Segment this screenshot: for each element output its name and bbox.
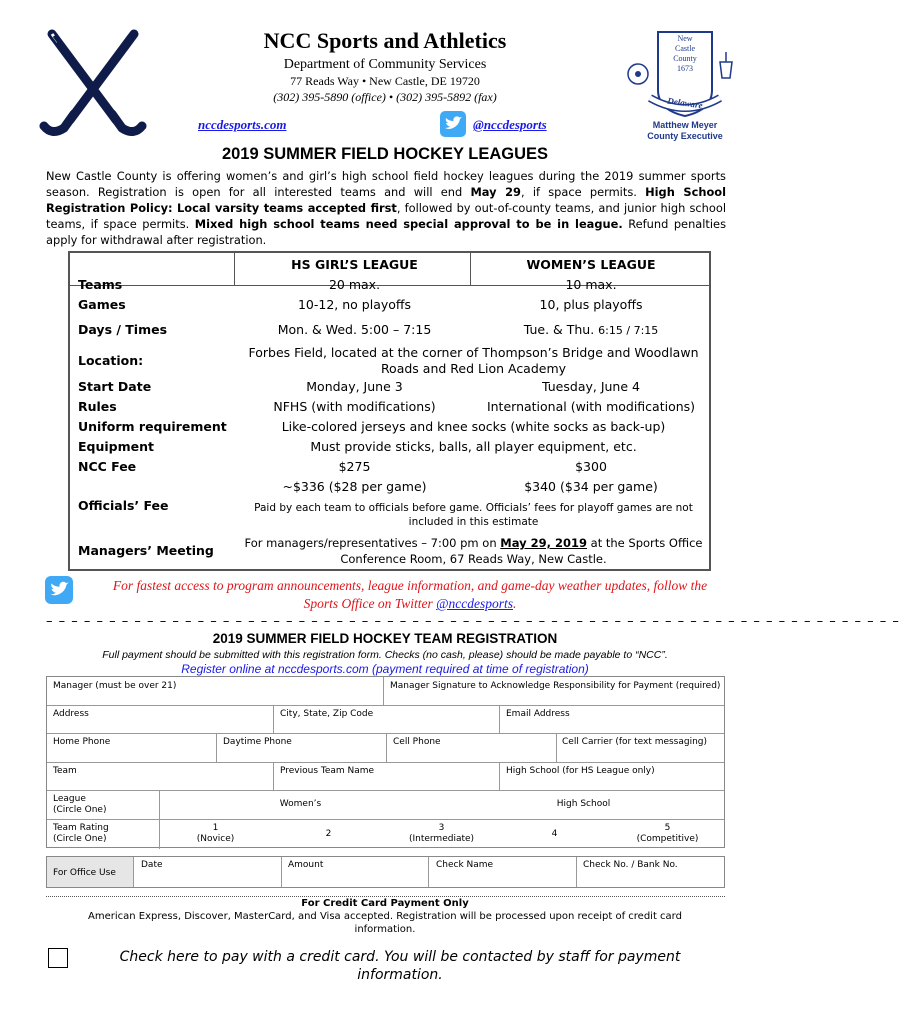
intro-text: Refund penalties apply for withdrawal after registration. [46, 217, 727, 247]
department: Department of Community Services [283, 57, 487, 72]
deadline-text: May 29 [470, 185, 521, 199]
days-womens-times: 6:15 / 7:15 [598, 324, 659, 337]
dotted-divider [46, 896, 725, 897]
rating-label-hint: (Circle One) [53, 834, 107, 844]
meeting-date: May 29, 2019 [500, 536, 587, 550]
fee-womens: $300 [575, 459, 607, 474]
start-hs: Monday, June 3 [306, 379, 403, 394]
registration-subtitle: Full payment should be submitted with this registration form. Checks (no cash, please) should be made payable to “NCC”. [102, 649, 668, 661]
daytime-phone-field[interactable]: Daytime Phone [223, 737, 292, 747]
rating-option-2[interactable]: 2 [325, 829, 332, 839]
address: 77 Reads Way • New Castle, DE 19720 [290, 74, 480, 88]
equipment-value: Must provide sticks, balls, all player equipment, etc. [310, 439, 637, 454]
promo-text-end: . [513, 596, 517, 611]
seal-banner: Delaware [666, 95, 704, 111]
games-hs: 10-12, no playoffs [297, 297, 412, 312]
page-title: 2019 SUMMER FIELD HOCKEY LEAGUES [221, 145, 549, 163]
seal-line1: New [677, 34, 693, 43]
league-option-womens[interactable]: Women’s [279, 799, 322, 809]
rating-option-5[interactable] [611, 823, 724, 845]
days-womens [473, 322, 709, 337]
games-womens: 10, plus playoffs [539, 297, 643, 312]
start-womens: Tuesday, June 4 [542, 379, 640, 394]
seal-line3: County [673, 54, 697, 63]
meeting-text: For managers/representatives – 7:00 pm on [244, 536, 501, 550]
intro-text: , followed by out-of-county teams, and junior high school teams, if space permits. [46, 201, 726, 231]
previous-team-field[interactable]: Previous Team Name [280, 766, 375, 776]
rules-hs: NFHS (with modifications) [273, 399, 436, 414]
rating-3-label: (Intermediate) [408, 834, 475, 844]
policy-text: High School Registration Policy: Local varsity teams accepted first [46, 185, 726, 215]
rating-label-text: Team Rating [53, 823, 109, 833]
meeting-text: at the Sports Office Conference Room, 67 Reads Way, New Castle. [340, 536, 703, 566]
office-check-name-field[interactable]: Check Name [436, 860, 494, 870]
location-label: Location: [78, 353, 144, 368]
registration-form [46, 676, 725, 848]
days-womens-days: Tue. & Thu. [523, 322, 599, 337]
address-field[interactable]: Address [53, 709, 89, 719]
intro-paragraph [46, 168, 726, 248]
rating-option-1[interactable] [159, 823, 272, 845]
high-school-field[interactable]: High School (for HS League only) [506, 766, 655, 776]
twitter-icon [45, 576, 73, 604]
credit-card-checkbox[interactable] [48, 948, 68, 968]
league-info-table [68, 251, 711, 571]
twitter-promo [100, 577, 720, 613]
mixed-teams-text: Mixed high school teams need special approval to be in league. [194, 217, 623, 231]
rating-option-4[interactable]: 4 [551, 829, 558, 839]
league-label-text: League [53, 794, 86, 804]
days-hs: Mon. & Wed. 5:00 – 7:15 [277, 322, 432, 337]
teams-label: Teams [78, 277, 123, 292]
cell-carrier-field[interactable]: Cell Carrier (for text messaging) [562, 737, 708, 747]
location-value: Forbes Field, located at the corner of Thompson’s Bridge and Woodlawn Roads and Red Lion Academy [248, 345, 699, 376]
register-online-link[interactable]: Register online at nccdesports.com (payment required at time of registration) [181, 662, 589, 676]
intro-text: , if space permits. [520, 185, 646, 199]
city-field[interactable]: City, State, Zip Code [280, 709, 374, 719]
equipment-label: Equipment [78, 439, 154, 454]
twitter-icon [440, 111, 466, 137]
manager-field[interactable]: Manager (must be over 21) [53, 681, 177, 691]
games-label: Games [78, 297, 126, 312]
office-use-label: For Office Use [53, 868, 116, 878]
email-field[interactable]: Email Address [506, 709, 570, 719]
league-label [53, 794, 106, 816]
intro-text: New Castle County is offering women’s and girl’s high school field hockey leagues during the 2019 summer sports season. Registration is open for all interested teams and will end [46, 169, 726, 199]
hs-league-header: HS GIRL’S LEAGUE [291, 257, 418, 272]
phone-fax: (302) 395-5890 (office) • (302) 395-5892 (fax) [273, 90, 497, 104]
rating-5-number: 5 [664, 823, 671, 833]
league-option-high-school[interactable]: High School [556, 799, 611, 809]
rating-3-number: 3 [438, 823, 445, 833]
teams-womens: 10 max. [565, 277, 617, 292]
twitter-link[interactable]: @nccdesports [473, 117, 547, 132]
fee-hs: $275 [338, 459, 371, 474]
home-phone-field[interactable]: Home Phone [53, 737, 111, 747]
league-label-hint: (Circle One) [53, 805, 107, 815]
officials-note: Paid by each team to officials before game. Officials’ fees for playoff games are not included in this estimate [254, 502, 693, 528]
rules-womens: International (with modifications) [486, 399, 696, 414]
rating-1-label: (Novice) [196, 834, 235, 844]
meeting-value [238, 535, 709, 567]
credit-card-title: For Credit Card Payment Only [301, 898, 469, 909]
rating-1-number: 1 [212, 823, 219, 833]
office-check-no-field[interactable]: Check No. / Bank No. [583, 860, 678, 870]
registration-title: 2019 SUMMER FIELD HOCKEY TEAM REGISTRATION [212, 631, 558, 646]
signature-field[interactable]: Manager Signature to Acknowledge Responsibility for Payment (required) [390, 681, 721, 691]
office-use-box [46, 856, 725, 888]
days-label: Days / Times [78, 322, 168, 337]
cell-phone-field[interactable]: Cell Phone [393, 737, 441, 747]
office-amount-field[interactable]: Amount [288, 860, 324, 870]
credit-card-note: Check here to pay with a credit card. You will be contacted by staff for payment information. [119, 949, 681, 983]
org-name: NCC Sports and Athletics [263, 28, 507, 53]
rating-option-3[interactable] [385, 823, 498, 845]
exec-name: Matthew Meyer [652, 120, 718, 130]
office-date-field[interactable]: Date [141, 860, 163, 870]
officials-womens: $340 ($34 per game) [524, 479, 658, 494]
cut-line: – – – – – – – – – – – – – – – – – – – – – – – – – – – – – – – – – – – – – – – – – – – – – – – – – – – – – – – – – – – – – – – – – – – – [46, 614, 900, 629]
officials-label: Officials’ Fee [78, 498, 169, 513]
credit-card-text: American Express, Discover, MasterCard, and Visa accepted. Registration will be processed upon receipt of credit card information. [88, 911, 682, 935]
rating-label [53, 823, 109, 845]
start-label: Start Date [78, 379, 152, 394]
seal-line2: Castle [675, 44, 695, 53]
seal-year: 1673 [677, 64, 693, 73]
womens-league-header: WOMEN’S LEAGUE [526, 257, 656, 272]
rating-5-label: (Competitive) [636, 834, 699, 844]
rules-label: Rules [78, 399, 117, 414]
fee-label: NCC Fee [78, 459, 137, 474]
promo-twitter-link[interactable]: @nccdesports [436, 596, 514, 611]
website-link[interactable]: nccdesports.com [198, 117, 287, 132]
officials-hs: ~$336 ($28 per game) [282, 479, 427, 494]
exec-title: County Executive [647, 131, 723, 141]
team-field[interactable]: Team [53, 766, 77, 776]
meeting-label: Managers’ Meeting [78, 543, 214, 558]
promo-text: For fastest access to program announcements, league information, and game-day weather updates, follow the Sports Office on Twitter [112, 578, 708, 611]
teams-hs: 20 max. [328, 277, 381, 292]
uniform-value: Like-colored jerseys and knee socks (white socks as back-up) [281, 419, 666, 434]
uniform-label: Uniform requirement [78, 419, 227, 434]
